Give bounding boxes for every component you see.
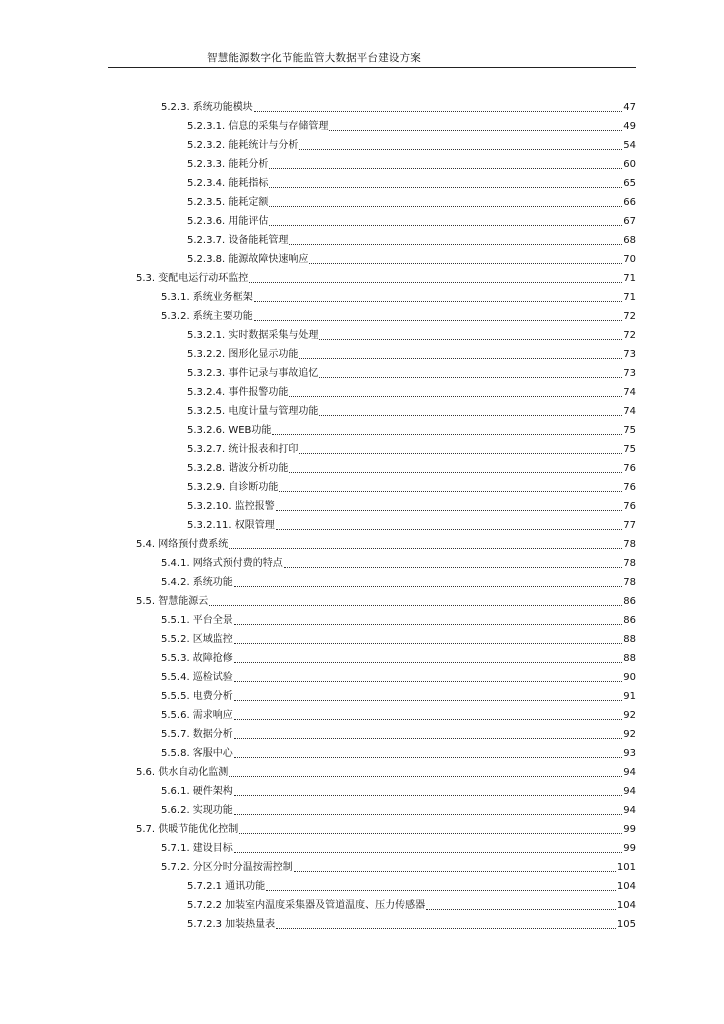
toc-entry[interactable]: [187, 380, 636, 399]
toc-entry-label: 5.2.3.4. 能耗指标: [187, 178, 269, 189]
toc-entry-label: 5.3.1. 系统业务框架: [161, 292, 253, 303]
toc-entry-label: 5.3.2.8. 谐波分析功能: [187, 463, 289, 474]
toc-entry-label: 5.7.1. 建设目标: [161, 843, 233, 854]
toc-entry[interactable]: [161, 608, 636, 627]
toc-entry-page-number: 92: [623, 729, 636, 740]
toc-entry[interactable]: [161, 627, 636, 646]
toc-dot-leader: [234, 719, 622, 720]
toc-entry-page-number: 78: [623, 577, 636, 588]
toc-dot-leader: [254, 301, 622, 302]
toc-entry[interactable]: [161, 684, 636, 703]
toc-entry-page-number: 94: [623, 767, 636, 778]
toc-entry-label: 5.2.3.2. 能耗统计与分析: [187, 140, 299, 151]
toc-entry[interactable]: [187, 912, 636, 931]
toc-entry[interactable]: [136, 589, 636, 608]
toc-entry[interactable]: [161, 551, 636, 570]
toc-entry-label: 5.5.5. 电费分析: [161, 691, 233, 702]
toc-dot-leader: [299, 358, 622, 359]
toc-entry-label: 5.2.3.3. 能耗分析: [187, 159, 269, 170]
toc-entry[interactable]: [187, 399, 636, 418]
toc-entry-label: 5.5.8. 客服中心: [161, 748, 233, 759]
toc-dot-leader: [289, 396, 622, 397]
toc-entry-page-number: 60: [623, 159, 636, 170]
toc-entry-page-number: 88: [623, 634, 636, 645]
toc-entry[interactable]: [161, 722, 636, 741]
toc-entry-label: 5.3.2.7. 统计报表和打印: [187, 444, 299, 455]
toc-entry-label: 5.2.3. 系统功能模块: [161, 102, 253, 113]
toc-dot-leader: [249, 282, 622, 283]
toc-entry[interactable]: [161, 703, 636, 722]
toc-dot-leader: [269, 187, 622, 188]
document-header-title: 智慧能源数字化节能监管大数据平台建设方案: [207, 52, 421, 64]
toc-entry[interactable]: [187, 190, 636, 209]
toc-entry-label: 5.2.3.6. 用能评估: [187, 216, 269, 227]
toc-dot-leader: [229, 548, 622, 549]
toc-entry[interactable]: [187, 133, 636, 152]
toc-entry-page-number: 86: [623, 615, 636, 626]
toc-entry[interactable]: [187, 513, 636, 532]
toc-entry[interactable]: [187, 152, 636, 171]
toc-entry-page-number: 99: [623, 824, 636, 835]
toc-entry[interactable]: [136, 532, 636, 551]
toc-entry-label: 5.6.1. 硬件架构: [161, 786, 233, 797]
toc-entry-page-number: 68: [623, 235, 636, 246]
toc-dot-leader: [234, 586, 622, 587]
toc-entry-page-number: 74: [623, 406, 636, 417]
toc-entry-page-number: 94: [623, 805, 636, 816]
toc-dot-leader: [234, 852, 622, 853]
toc-entry-page-number: 67: [623, 216, 636, 227]
toc-entry-label: 5.3.2.4. 事件报警功能: [187, 387, 289, 398]
toc-entry[interactable]: [187, 361, 636, 380]
toc-dot-leader: [276, 510, 623, 511]
toc-entry-page-number: 78: [623, 539, 636, 550]
toc-dot-leader: [276, 529, 623, 530]
toc-dot-leader: [276, 928, 616, 929]
toc-entry-page-number: 47: [623, 102, 636, 113]
toc-dot-leader: [329, 130, 622, 131]
toc-dot-leader: [254, 320, 622, 321]
toc-entry-page-number: 71: [623, 273, 636, 284]
toc-entry-label: 5.3.2. 系统主要功能: [161, 311, 253, 322]
toc-entry[interactable]: [187, 418, 636, 437]
toc-entry[interactable]: [187, 494, 636, 513]
toc-entry[interactable]: [161, 646, 636, 665]
toc-entry-page-number: 65: [623, 178, 636, 189]
toc-dot-leader: [279, 491, 622, 492]
toc-entry[interactable]: [187, 893, 636, 912]
toc-dot-leader: [234, 814, 622, 815]
toc-entry-page-number: 73: [623, 368, 636, 379]
toc-entry[interactable]: [187, 228, 636, 247]
toc-entry[interactable]: [161, 285, 636, 304]
toc-entry[interactable]: [161, 779, 636, 798]
toc-entry[interactable]: [161, 855, 636, 874]
toc-entry[interactable]: [161, 836, 636, 855]
toc-dot-leader: [234, 700, 622, 701]
toc-dot-leader: [254, 111, 622, 112]
toc-entry-page-number: 70: [623, 254, 636, 265]
toc-entry-label: 5.5.4. 巡检试验: [161, 672, 233, 683]
toc-dot-leader: [234, 643, 622, 644]
toc-dot-leader: [289, 244, 622, 245]
toc-entry-label: 5.7.2. 分区分时分温按需控制: [161, 862, 293, 873]
toc-entry-label: 5.2.3.1. 信息的采集与存储管理: [187, 121, 329, 132]
toc-dot-leader: [229, 776, 622, 777]
toc-entry-label: 5.2.3.7. 设备能耗管理: [187, 235, 289, 246]
toc-entry-page-number: 54: [623, 140, 636, 151]
toc-entry[interactable]: [161, 95, 636, 114]
toc-dot-leader: [426, 909, 616, 910]
toc-entry-page-number: 76: [623, 463, 636, 474]
toc-entry[interactable]: [187, 874, 636, 893]
toc-entry-label: 5.4.2. 系统功能: [161, 577, 233, 588]
toc-dot-leader: [294, 871, 616, 872]
toc-entry-page-number: 104: [616, 881, 636, 892]
toc-dot-leader: [319, 415, 622, 416]
toc-entry[interactable]: [161, 304, 636, 323]
toc-entry-page-number: 99: [623, 843, 636, 854]
toc-entry-page-number: 74: [623, 387, 636, 398]
toc-entry-page-number: 88: [623, 653, 636, 664]
toc-entry[interactable]: [161, 665, 636, 684]
toc-entry[interactable]: [136, 817, 636, 836]
toc-entry-page-number: 76: [623, 482, 636, 493]
toc-entry-label: 5.5.7. 数据分析: [161, 729, 233, 740]
toc-dot-leader: [299, 149, 622, 150]
toc-dot-leader: [234, 624, 622, 625]
toc-entry-page-number: 75: [623, 425, 636, 436]
toc-dot-leader: [209, 605, 622, 606]
toc-entry-label: 5.5.2. 区域监控: [161, 634, 233, 645]
toc-entry-page-number: 77: [623, 520, 636, 531]
toc-dot-leader: [234, 662, 622, 663]
toc-entry-label: 5.4.1. 网络式预付费的特点: [161, 558, 283, 569]
toc-entry[interactable]: [136, 266, 636, 285]
toc-entry-page-number: 49: [623, 121, 636, 132]
toc-dot-leader: [309, 263, 622, 264]
toc-dot-leader: [284, 567, 622, 568]
toc-entry-label: 5.7.2.3 加装热量表: [187, 919, 276, 930]
toc-dot-leader: [234, 681, 622, 682]
toc-dot-leader: [269, 206, 622, 207]
toc-entry-page-number: 101: [616, 862, 636, 873]
toc-dot-leader: [269, 225, 622, 226]
toc-entry-label: 5.3.2.1. 实时数据采集与处理: [187, 330, 319, 341]
toc-entry-label: 5.6. 供水自动化监测: [136, 767, 229, 778]
toc-entry-label: 5.5.6. 需求响应: [161, 710, 233, 721]
toc-entry[interactable]: [187, 456, 636, 475]
toc-dot-leader: [234, 795, 622, 796]
toc-entry-label: 5.3. 变配电运行动环监控: [136, 273, 249, 284]
toc-entry-label: 5.3.2.3. 事件记录与事故追忆: [187, 368, 319, 379]
toc-entry-label: 5.7.2.2 加装室内温度采集器及管道温度、压力传感器: [187, 900, 426, 911]
toc-entry-page-number: 73: [623, 349, 636, 360]
toc-dot-leader: [289, 472, 622, 473]
toc-entry[interactable]: [187, 247, 636, 266]
toc-dot-leader: [319, 339, 622, 340]
toc-entry[interactable]: [187, 209, 636, 228]
toc-entry-label: 5.3.2.9. 自诊断功能: [187, 482, 279, 493]
toc-dot-leader: [319, 377, 622, 378]
toc-entry-page-number: 72: [623, 330, 636, 341]
toc-entry[interactable]: [161, 798, 636, 817]
toc-entry-label: 5.7.2.1 通讯功能: [187, 881, 266, 892]
toc-entry-page-number: 78: [623, 558, 636, 569]
toc-dot-leader: [234, 757, 622, 758]
toc-entry-label: 5.3.2.11. 权限管理: [187, 520, 275, 531]
toc-entry-label: 5.3.2.2. 图形化显示功能: [187, 349, 299, 360]
toc-entry-page-number: 90: [623, 672, 636, 683]
toc-entry-label: 5.4. 网络预付费系统: [136, 539, 229, 550]
toc-entry-page-number: 105: [616, 919, 636, 930]
toc-dot-leader: [266, 890, 616, 891]
toc-entry-page-number: 86: [623, 596, 636, 607]
toc-entry[interactable]: [187, 323, 636, 342]
toc-entry-label: 5.3.2.10. 监控报警: [187, 501, 275, 512]
toc-dot-leader: [234, 738, 622, 739]
toc-entry-label: 5.5.3. 故障抢修: [161, 653, 233, 664]
toc-entry-label: 5.6.2. 实现功能: [161, 805, 233, 816]
toc-entry-page-number: 104: [616, 900, 636, 911]
toc-entry-page-number: 71: [623, 292, 636, 303]
toc-entry-page-number: 66: [623, 197, 636, 208]
toc-entry[interactable]: [187, 342, 636, 361]
toc-entry-label: 5.2.3.5. 能耗定额: [187, 197, 269, 208]
toc-entry-label: 5.2.3.8. 能源故障快速响应: [187, 254, 309, 265]
toc-entry[interactable]: [161, 741, 636, 760]
toc-entry[interactable]: [161, 570, 636, 589]
toc-entry-label: 5.5. 智慧能源云: [136, 596, 209, 607]
toc-dot-leader: [299, 453, 622, 454]
toc-entry-page-number: 94: [623, 786, 636, 797]
toc-entry[interactable]: [187, 437, 636, 456]
toc-entry[interactable]: [187, 114, 636, 133]
toc-entry[interactable]: [187, 171, 636, 190]
toc-entry-label: 5.3.2.5. 电度计量与管理功能: [187, 406, 319, 417]
toc-entry-page-number: 93: [623, 748, 636, 759]
toc-entry-page-number: 92: [623, 710, 636, 721]
toc-entry-page-number: 72: [623, 311, 636, 322]
toc-dot-leader: [272, 434, 622, 435]
toc-entry[interactable]: [136, 760, 636, 779]
toc-entry-page-number: 91: [623, 691, 636, 702]
toc-dot-leader: [269, 168, 622, 169]
toc-dot-leader: [239, 833, 622, 834]
toc-entry-label: 5.5.1. 平台全景: [161, 615, 233, 626]
toc-entry-page-number: 76: [623, 501, 636, 512]
toc-entry[interactable]: [187, 475, 636, 494]
toc-entry-page-number: 75: [623, 444, 636, 455]
header-divider: [108, 67, 636, 68]
toc-entry-label: 5.7. 供暖节能优化控制: [136, 824, 239, 835]
toc-entry-label: 5.3.2.6. WEB功能: [187, 425, 272, 436]
